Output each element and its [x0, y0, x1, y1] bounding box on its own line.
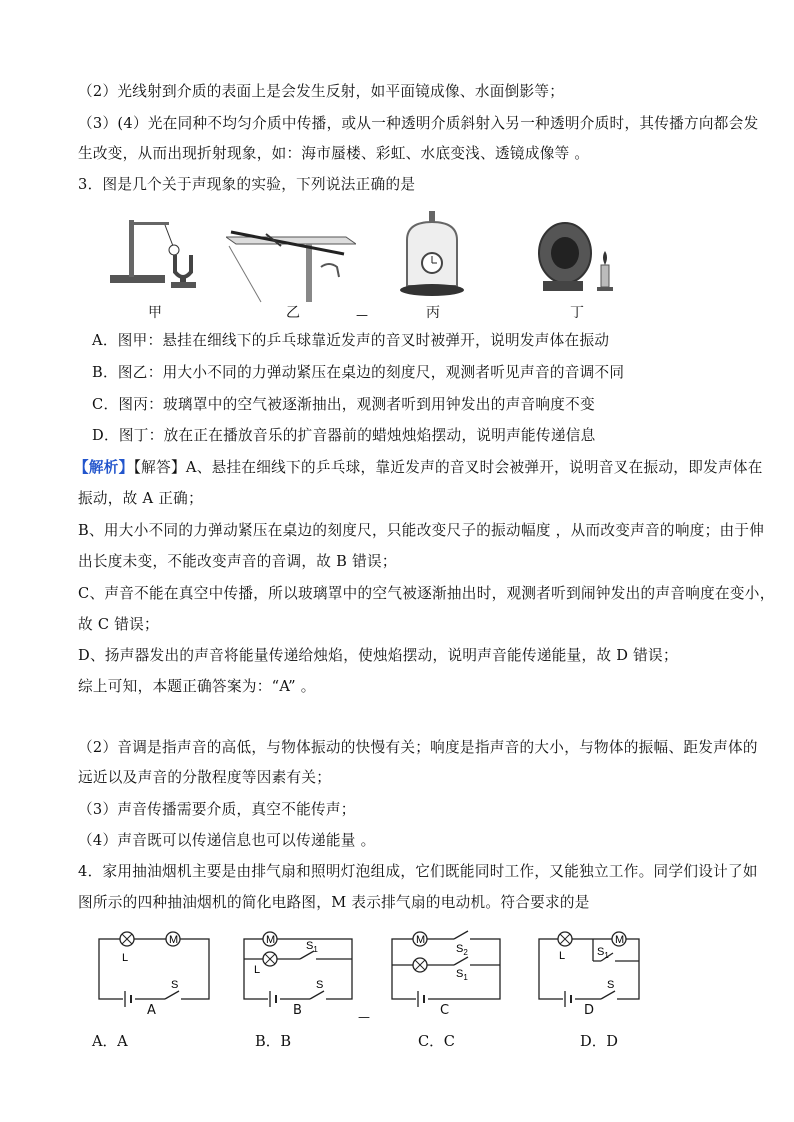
question-3-option-a: A．图甲：悬挂在细线下的乒乓球靠近发声的音叉时被弹开，说明发声体在振动 [92, 332, 610, 349]
question-3-option-d: D．图丁：放在正在播放音乐的扩音器前的蜡烛烛焰摆动，说明声能传递信息 [92, 427, 596, 444]
analysis-line-5: C、声音不能在真空中传播，所以玻璃罩中的空气被逐渐抽出时，观测者听到闹钟发出的声音响度在变小， [78, 585, 775, 602]
analysis-line-2: 振动，故 A 正确； [78, 490, 203, 507]
circuit-d-caption: D [584, 1003, 595, 1018]
question-4-option-b: B．B [255, 1033, 292, 1050]
figure-label-jia: 甲 [148, 305, 162, 321]
analysis-tag: 【解析】 [74, 459, 134, 476]
knowledge-line-2a: （2）音调是指声音的高低，与物体振动的快慢有关；响度是指声音的大小，与物体的振幅、距发声体的 [78, 739, 758, 756]
knowledge-line-4: （4）声音既可以传递信息也可以传递能量 。 [78, 832, 376, 849]
circuit-c-switch1-label: $S_1$ [456, 968, 468, 982]
question-4-option-c: C．C [418, 1033, 455, 1050]
question-4-stem-1: 4．家用抽油烟机主要是由排气扇和照明灯泡组成，它们既能同时工作，又能独立工作。同学们设计了如 [78, 863, 758, 880]
figure-bing-bell-jar [395, 208, 470, 300]
circuit-a-caption: A [147, 1003, 156, 1018]
circuit-a-switch-label: S [171, 979, 179, 991]
text-line-reflection: （2）光线射到介质的表面上是会发生反射，如平面镜成像、水面倒影等； [78, 83, 565, 100]
figure-separator-mark: — [356, 308, 368, 322]
text-line-refraction-2: 生改变，从而出现折射现象，如：海市蜃楼、彩虹、水底变浅、透镜成像等 。 [78, 145, 590, 162]
figure-yi-ruler [226, 212, 356, 304]
circuit-c-caption: C [440, 1003, 450, 1018]
circuit-d-switch1-label: $S_1$ [597, 946, 609, 960]
figure-ding-speaker-candle [535, 215, 625, 300]
circuit-a-lamp-label: L [122, 952, 129, 964]
knowledge-line-2b: 远近以及声音的分散程度等因素有关； [78, 769, 332, 786]
knowledge-line-3: （3）声音传播需要介质，真空不能传声； [78, 801, 356, 818]
circuit-b-lamp-label: L [254, 964, 261, 976]
question-3-option-b: B．图乙：用大小不同的力弹动紧压在桌边的刻度尺，观测者听见声音的音调不同 [92, 364, 625, 381]
question-3-stem: 3．图是几个关于声现象的实验，下列说法正确的是 [78, 176, 416, 193]
circuit-d-switch-label: S [607, 979, 615, 991]
figure-label-bing: 丙 [426, 305, 440, 321]
analysis-line-1: 【解析】【解答】A、悬挂在细线下的乒乓球，靠近发声的音叉时会被弹开，说明音叉在振动，即发声体在 [74, 459, 763, 476]
circuit-c-switch2-label: $S_2$ [456, 943, 468, 957]
circuit-b-caption: B [293, 1003, 302, 1018]
analysis-line-4: 出长度未变，不能改变声音的音调，故 B 错误； [78, 553, 397, 570]
circuit-d-lamp-label: L [559, 950, 566, 962]
figure-label-yi: 乙 [286, 305, 300, 321]
circuit-separator-mark: — [358, 1010, 370, 1024]
analysis-line-6: 故 C 错误； [78, 616, 159, 633]
circuit-a-motor-label: M [169, 934, 179, 946]
figure-label-ding: 丁 [570, 305, 584, 321]
circuit-c-motor-label: M [416, 934, 426, 946]
circuit-b-motor-label: M [266, 934, 276, 946]
analysis-line-8: 综上可知，本题正确答案为：“A” 。 [78, 678, 316, 695]
circuit-diagram-d [535, 925, 655, 1021]
figure-jia-tuning-fork [105, 210, 210, 310]
circuit-b-switch1-label: $S_1$ [306, 940, 318, 954]
analysis-line-3: B、用大小不同的力弹动紧压在桌边的刻度尺，只能改变尺子的振动幅度 ，从而改变声音的响度；由于伸 [78, 522, 765, 539]
question-4-option-d: D．D [580, 1033, 618, 1050]
question-4-option-a: A．A [92, 1033, 128, 1050]
text-line-refraction-1: （3）(4）光在同种不均匀介质中传播，或从一种透明介质斜射入另一种透明介质时，其传播方向都会发 [78, 115, 759, 132]
circuit-d-motor-label: M [615, 934, 625, 946]
analysis-line-7: D、扬声器发出的声音将能量传递给烛焰，使烛焰摆动，说明声音能传递能量，故 D 错误； [78, 647, 678, 664]
question-3-option-c: C．图丙：玻璃罩中的空气被逐渐抽出，观测者听到用钟发出的声音响度不变 [92, 396, 595, 413]
question-4-stem-2: 图所示的四种抽油烟机的简化电路图，M 表示排气扇的电动机。符合要求的是 [78, 894, 590, 911]
circuit-b-switch-label: S [316, 979, 324, 991]
